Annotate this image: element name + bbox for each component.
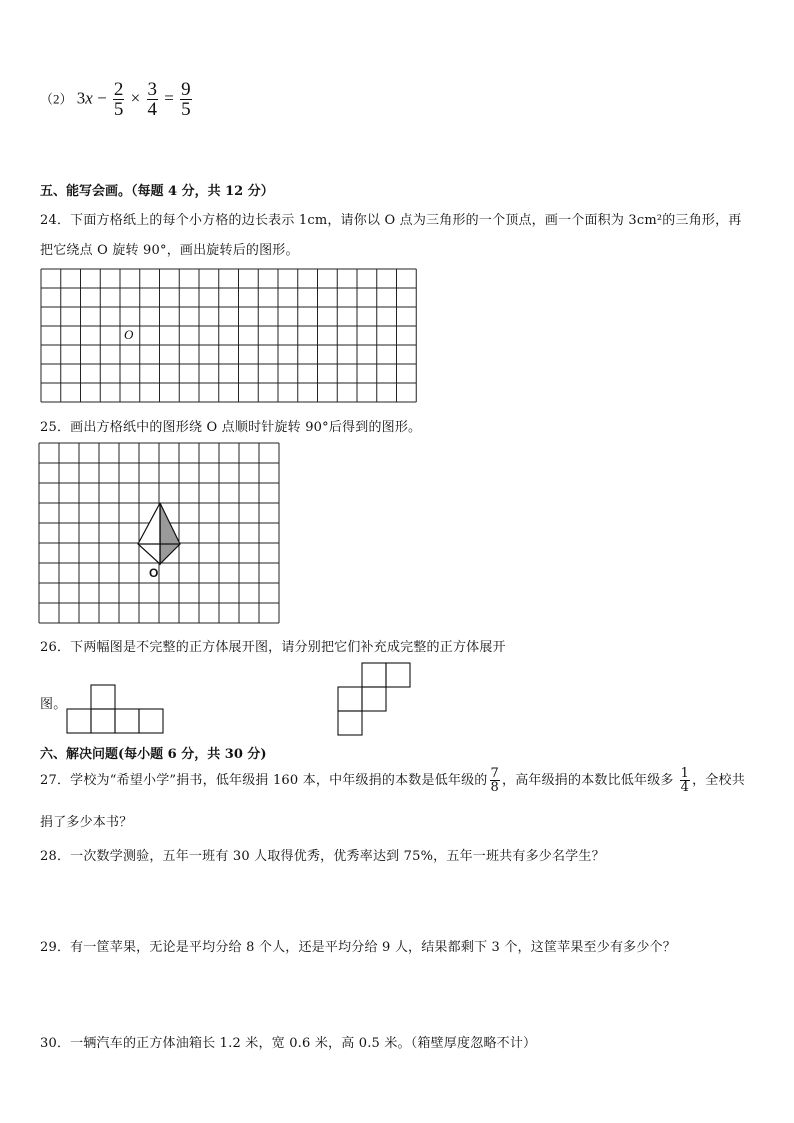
q25-point-o: O xyxy=(149,566,159,580)
q25-text: 25．画出方格纸中的图形绕 O 点顺时针旋转 90°后得到的图形。 xyxy=(40,420,422,435)
q24-text-line2: 把它绕点 O 旋转 90°，画出旋转后的图形。 xyxy=(40,243,299,258)
equation-coef: 3 xyxy=(76,88,86,108)
q25-grid[interactable] xyxy=(38,442,282,625)
q27-part1: 27．学校为“希望小学”捐书，低年级捐 160 本，中年级捐的本数是低年级的 xyxy=(40,773,488,788)
cube-net-2[interactable] xyxy=(337,662,413,740)
equation-var: x xyxy=(85,88,93,108)
q27-part2: ，高年级捐的本数比低年级多 xyxy=(502,773,674,788)
q27-line1 xyxy=(40,767,745,794)
q30-text: 30．一辆汽车的正方体油箱长 1.2 米，宽 0.6 米，高 0.5 米。（箱壁厚度忽略不计） xyxy=(40,1036,537,1051)
q27-fraction-1-4: $\frac{1}{4}$ xyxy=(680,766,690,795)
q24-text-line1: 24．下面方格纸上的每个小方格的边长表示 1cm，请你以 O 点为三角形的一个顶点，画一个面积为 3cm²的三角形，再 xyxy=(40,213,742,228)
fraction-3-4: $\frac{3}{4}$ xyxy=(147,79,157,120)
q29-text: 29．有一筐苹果，无论是平均分给 8 个人，还是平均分给 9 人，结果都剩下 3 个，这筐苹果至少有多少个？ xyxy=(40,940,676,955)
q27-part3: ，全校共 xyxy=(692,773,745,788)
q25-kite-shape xyxy=(138,503,180,564)
fraction-9-5: $\frac{9}{5}$ xyxy=(181,79,191,120)
equals-sign: = xyxy=(164,88,174,108)
q28-text: 28．一次数学测验，五年一班有 30 人取得优秀，优秀率达到 75%，五年一班共有多少名学生？ xyxy=(40,849,605,864)
times-sign: × xyxy=(130,88,141,108)
q24-point-o: O xyxy=(124,327,134,342)
cube-net-1[interactable] xyxy=(66,684,168,736)
equation-2 xyxy=(40,80,194,119)
q27-line2: 捐了多少本书？ xyxy=(40,815,133,830)
fraction-2-5: $\frac{2}{5}$ xyxy=(113,79,124,120)
section-5-title: 五、能写会画。（每题 4 分，共 12 分） xyxy=(40,184,274,199)
q27-fraction-7-8: $\frac{7}{8}$ xyxy=(490,766,499,795)
q24-grid[interactable] xyxy=(40,268,421,404)
section-6-title: 六、解决问题(每小题 6 分，共 30 分) xyxy=(40,747,267,762)
q26-text-tail: 图。 xyxy=(40,697,67,712)
q26-text: 26．下两幅图是不完整的正方体展开图，请分别把它们补充成完整的正方体展开 xyxy=(40,640,506,655)
minus-sign: − xyxy=(97,88,107,108)
equation-label: （2） xyxy=(40,91,73,107)
